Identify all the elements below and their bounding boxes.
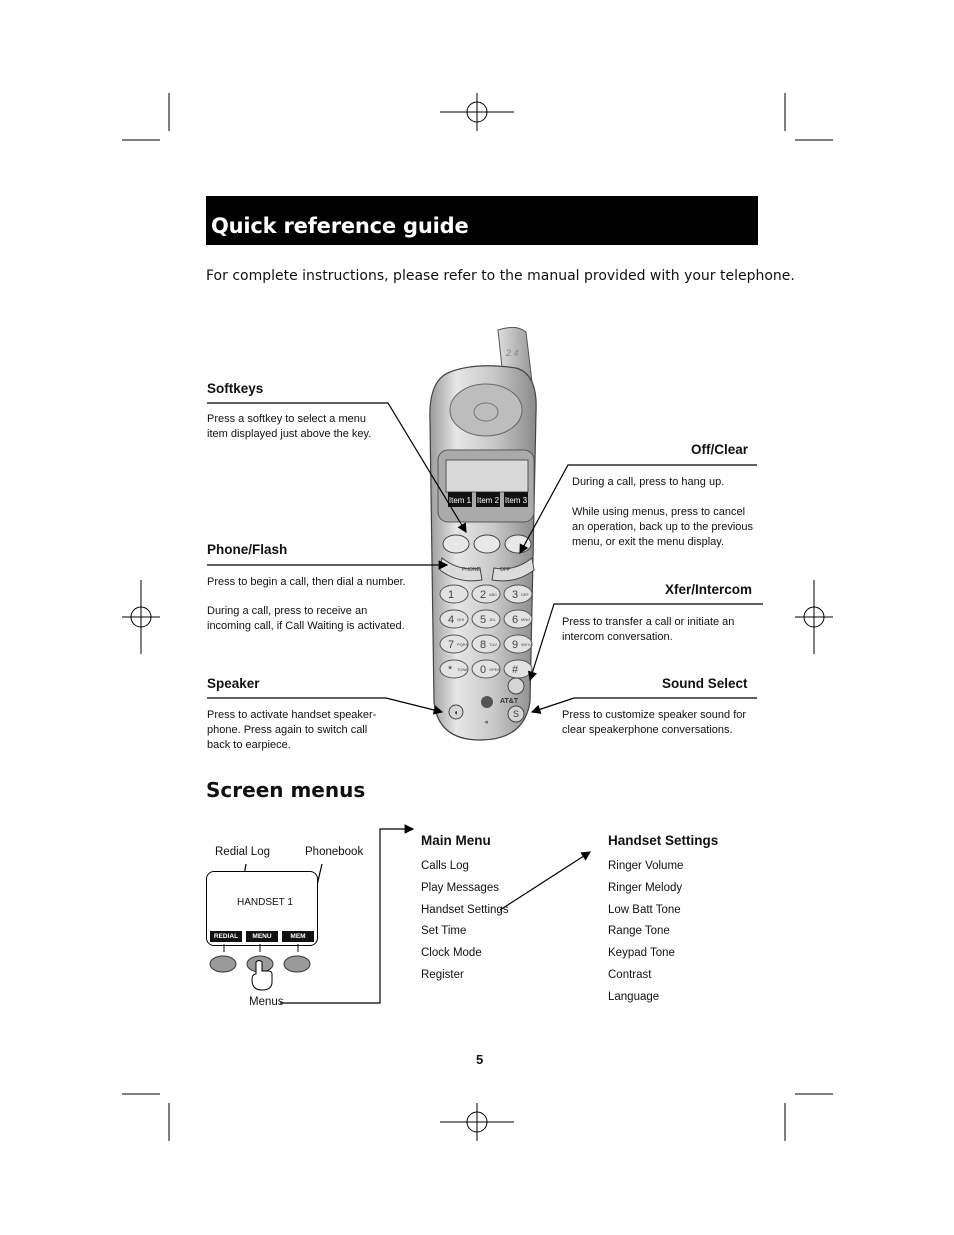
redial-softkey-label: REDIAL: [210, 931, 242, 942]
phone-flash-description-2: During a call, press to receive an incoming call, if Call Waiting is activated.: [207, 605, 405, 632]
mem-softkey-button[interactable]: [284, 956, 310, 972]
keypad-digit: 3: [512, 589, 519, 601]
keypad-digit: 1: [448, 589, 455, 601]
handset-settings-item: Ringer Volume: [608, 860, 684, 872]
keypad-letters: DEF: [521, 592, 529, 597]
keypad-letters: OPER: [489, 667, 501, 672]
main-menu-item: Set Time: [421, 925, 467, 937]
off-clear-heading: Off/Clear: [691, 442, 749, 457]
screen-menus-heading: Screen menus: [206, 778, 366, 802]
handset-settings-item: Language: [608, 991, 660, 1003]
handset-settings-item: Ringer Melody: [608, 882, 683, 894]
keypad-digit: 0: [480, 664, 487, 676]
menu-softkey-label: MENU: [246, 931, 278, 942]
keypad-letters: PQRS: [457, 642, 469, 647]
keypad-digit: 4: [448, 614, 455, 626]
phone-key-label: PHONE: [462, 567, 480, 573]
keypad-digit: #: [512, 664, 519, 676]
main-menu-item: Calls Log: [421, 860, 469, 872]
redial-softkey-button[interactable]: [210, 956, 236, 972]
off-key-label: OFF: [500, 567, 510, 573]
main-menu-item: Clock Mode: [421, 947, 482, 959]
handset-display: [206, 871, 318, 946]
keypad-digit: 5: [480, 614, 487, 626]
redial-log-label: Redial Log: [215, 846, 270, 858]
handset-display-label: HANDSET 1: [237, 897, 293, 908]
keypad-letters: GHI: [457, 617, 465, 622]
phonebook-label: Phonebook: [305, 846, 364, 858]
softkey-label-1: Item 1: [448, 496, 472, 505]
page-number: 5: [476, 1052, 484, 1067]
main-menu-heading: Main Menu: [421, 833, 491, 848]
band-label: 2.4: [506, 348, 519, 358]
handset-settings-item: Contrast: [608, 969, 652, 981]
keypad-digit: 6: [512, 614, 519, 626]
main-menu-item: Play Messages: [421, 882, 499, 894]
microphone-icon: ◂: [484, 719, 488, 726]
intro-text: For complete instructions, please refer to the manual provided with your telephone.: [206, 268, 795, 284]
handset-settings-heading: Handset Settings: [608, 833, 719, 848]
phone-flash-heading: Phone/Flash: [207, 542, 288, 557]
softkeys-heading: Softkeys: [207, 381, 264, 396]
main-menu-item: Register: [421, 969, 464, 981]
keypad-letters: ABC: [489, 592, 498, 597]
keypad-digit: *: [448, 664, 453, 676]
keypad-letters: WXYZ: [521, 642, 533, 647]
phone-flash-description-1: Press to begin a call, then dial a number.: [207, 576, 406, 588]
sound-select-icon: S: [512, 709, 520, 719]
softkeys-description: Press a softkey to select a menu item displayed just above the key.: [207, 413, 372, 440]
brand-logo: AT&T: [500, 698, 519, 705]
softkey-buttons: [200, 944, 330, 994]
main-menu-item: Handset Settings: [421, 904, 509, 916]
keypad-digit: 7: [448, 639, 455, 651]
keypad-letters: TUV: [489, 642, 497, 647]
off-clear-description-2: While using menus, press to cancel an operation, back up to the previous menu, or exit the menu display.: [572, 506, 754, 548]
keypad-letters: MNO: [521, 617, 531, 622]
keypad-letters: JKL: [489, 617, 496, 622]
handset-settings-item: Range Tone: [608, 925, 670, 937]
speaker-icon: ◖: [453, 708, 459, 717]
off-clear-description-1: During a call, press to hang up.: [572, 476, 725, 488]
keypad-letters: TONE: [457, 667, 469, 672]
handset-settings-item: Keypad Tone: [608, 947, 675, 959]
sound-select-description: Press to customize speaker sound for clear speakerphone conversations.: [562, 709, 747, 736]
speaker-heading: Speaker: [207, 676, 260, 691]
keypad-digit: 2: [480, 589, 487, 601]
keypad-digit: 8: [480, 639, 487, 651]
speaker-description: Press to activate handset speaker-phone. Press again to switch call back to earpiece.: [207, 709, 377, 751]
softkey-label-2: Item 2: [476, 496, 500, 505]
xfer-intercom-heading: Xfer/Intercom: [665, 582, 753, 597]
softkey-label-3: Item 3: [504, 496, 528, 505]
menus-label: Menus: [249, 996, 284, 1008]
handset-settings-item: Low Batt Tone: [608, 904, 681, 916]
page-title: Quick reference guide: [211, 214, 469, 238]
keypad-digit: 9: [512, 639, 519, 651]
xfer-intercom-description: Press to transfer a call or initiate an intercom conversation.: [562, 616, 735, 643]
mem-softkey-label: MEM: [282, 931, 314, 942]
sound-select-heading: Sound Select: [662, 676, 748, 691]
